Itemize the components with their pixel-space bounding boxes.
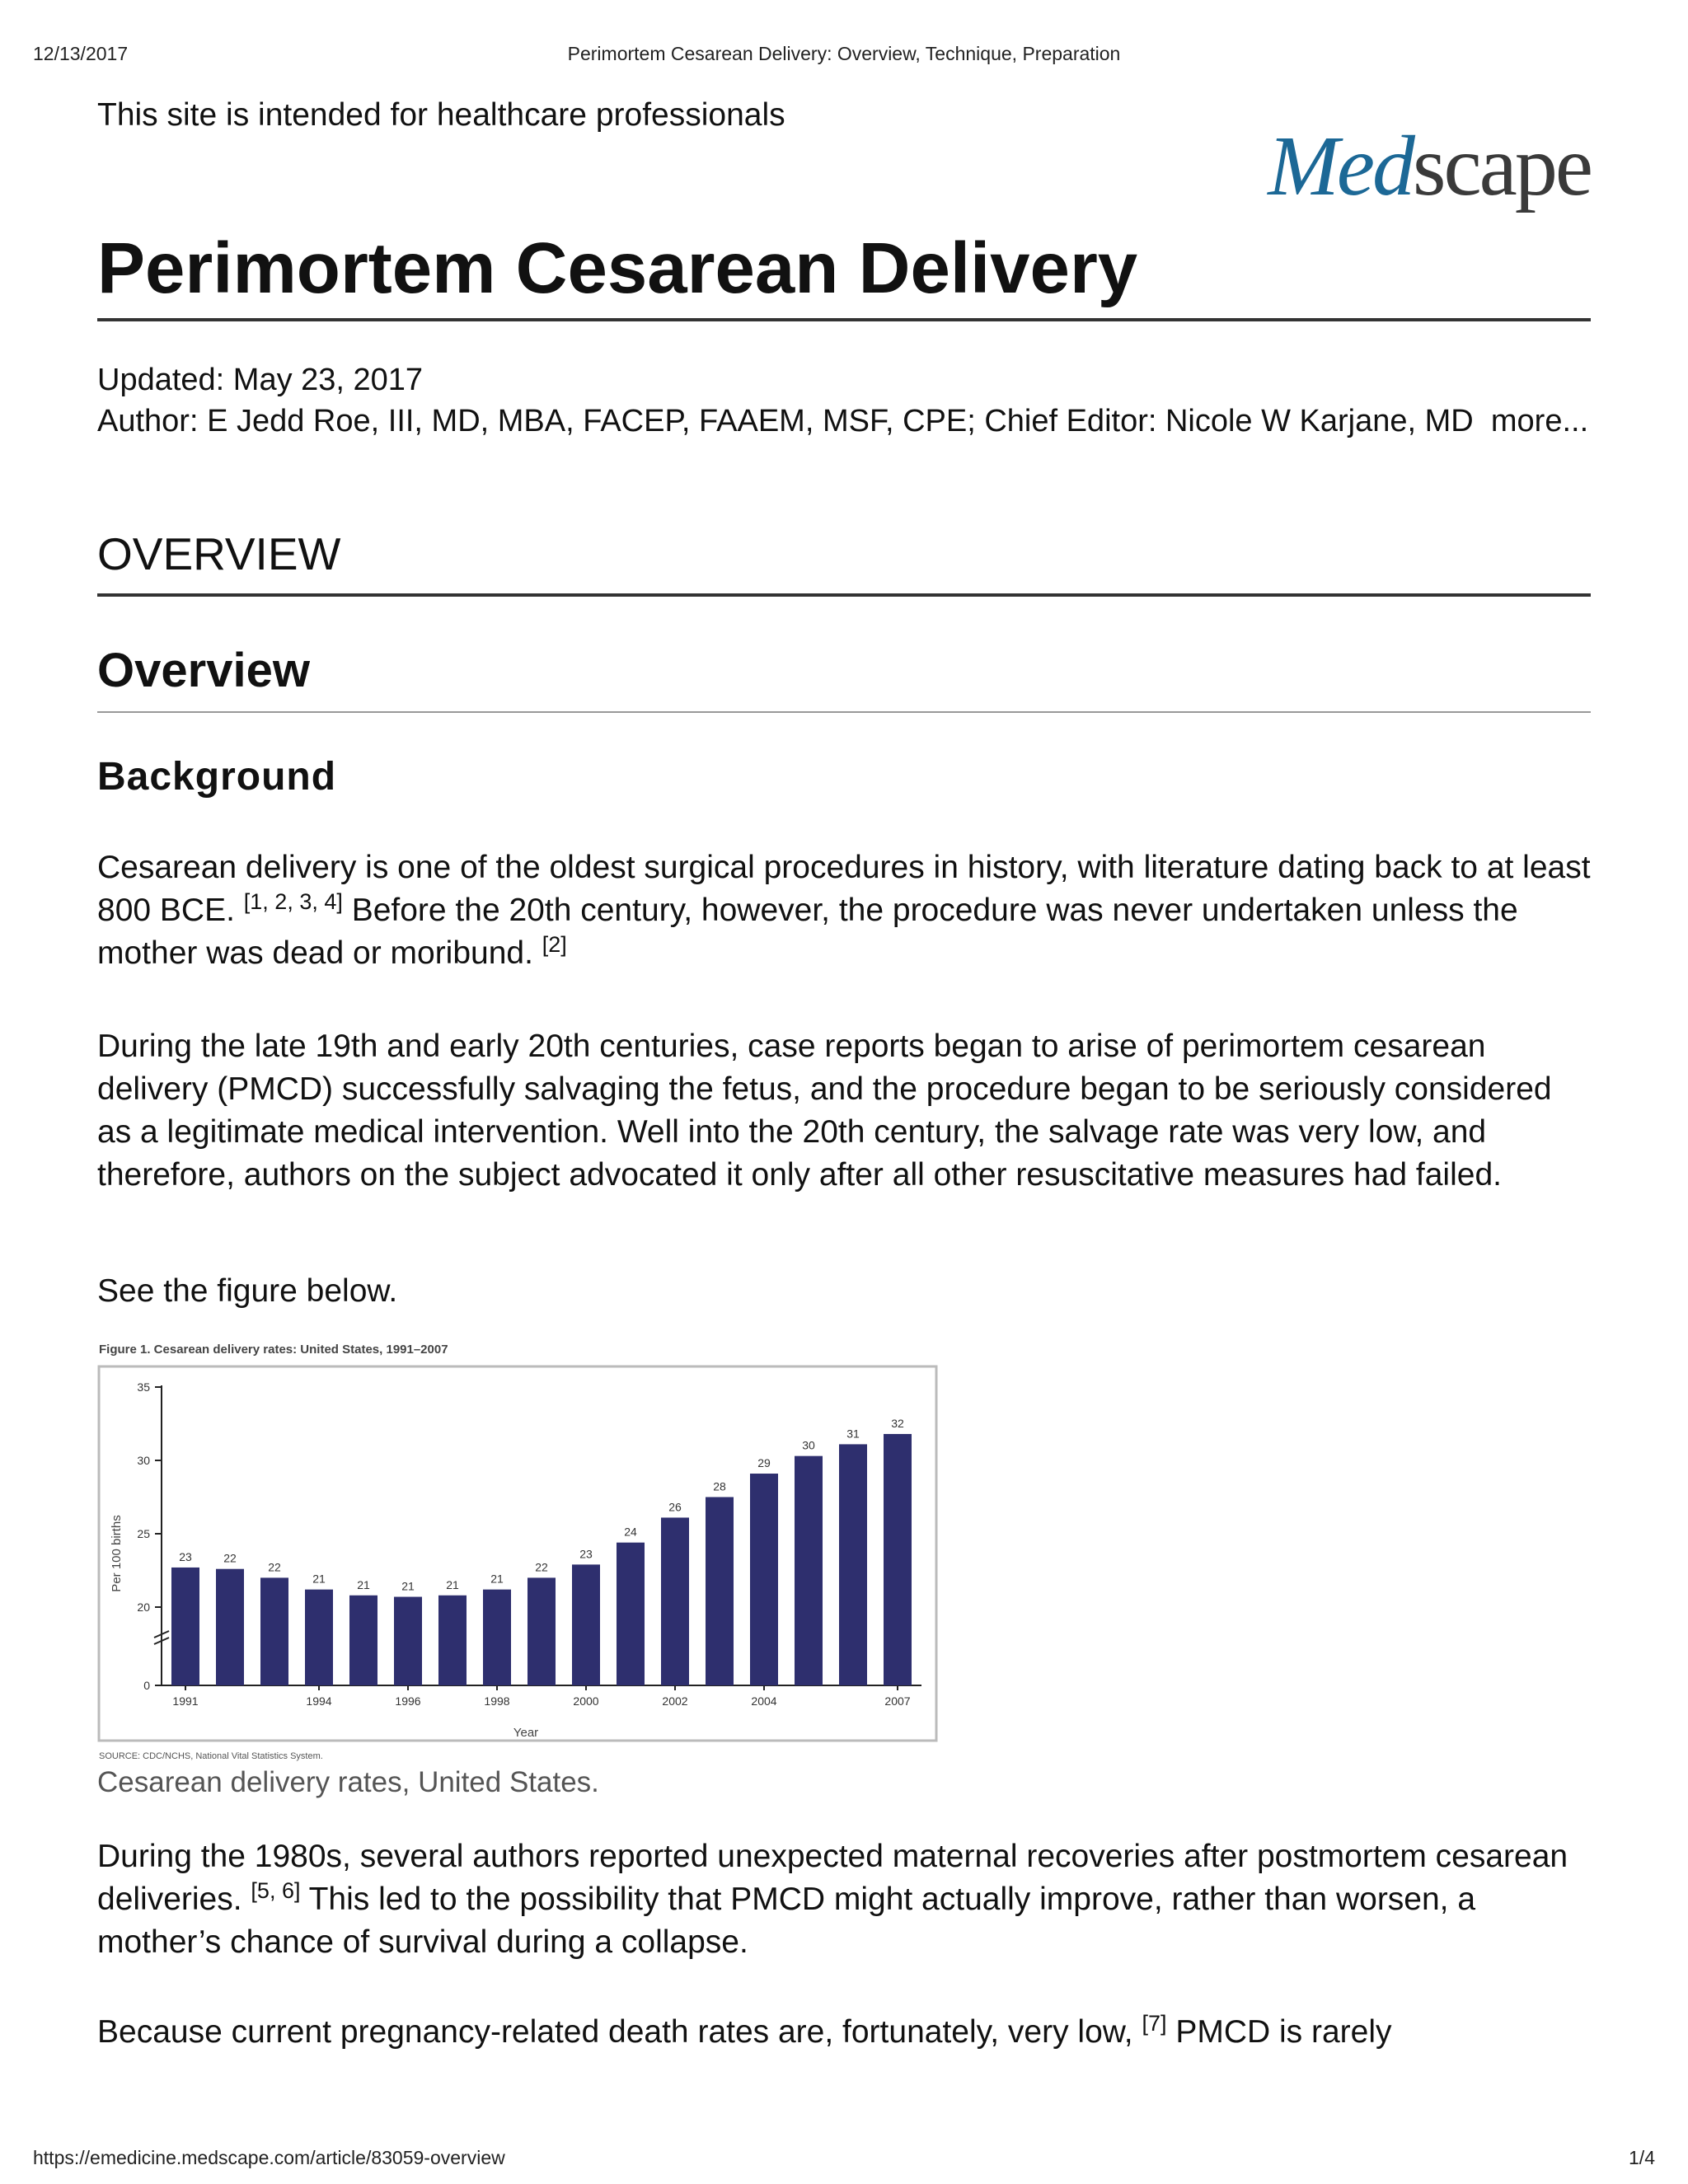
section-divider — [97, 593, 1591, 597]
chart-bar — [260, 1577, 288, 1685]
page-title: Perimortem Cesarean Delivery — [97, 228, 1138, 308]
section-label: OVERVIEW — [97, 528, 341, 579]
chart-bar — [305, 1590, 333, 1685]
p5-text-2: PMCD is rarely — [1166, 2014, 1392, 2050]
author-line — [97, 401, 1591, 442]
bar-value-label: 21 — [401, 1579, 415, 1593]
x-tick-label: 2004 — [751, 1694, 777, 1708]
paragraph-1 — [97, 846, 1591, 975]
chart-bar — [795, 1456, 823, 1685]
x-tick-label: 2000 — [573, 1694, 599, 1708]
page-number: 1/4 — [1629, 2147, 1655, 2168]
logo-scape-part: scape — [1413, 119, 1591, 213]
chart-bar — [394, 1597, 422, 1685]
bar-value-label: 21 — [357, 1577, 370, 1591]
print-url[interactable]: https://emedicine.medscape.com/article/83059-overview — [33, 2147, 505, 2168]
p1-text-1: Cesarean delivery is one of the oldest surgical procedures in history, with literature dating back to at least 800 BCE. — [97, 850, 1591, 928]
y-tick-label: 30 — [137, 1454, 150, 1467]
bar-value-label: 22 — [535, 1560, 548, 1574]
citation-ref[interactable]: [1, 2, 3, 4] — [243, 889, 343, 914]
professional-notice: This site is intended for healthcare professionals — [97, 97, 785, 133]
bar-value-label: 22 — [268, 1560, 281, 1574]
x-axis-label: Year — [513, 1726, 539, 1740]
chart-bar — [706, 1497, 734, 1686]
p1-text-2: Before the 20th century, however, the procedure was never undertaken unless the mother was dead or moribund. — [97, 893, 1518, 971]
overview-divider — [97, 711, 1591, 713]
heading-overview: Overview — [97, 644, 310, 697]
paragraph-4 — [97, 1835, 1591, 1964]
chart-bar — [216, 1569, 244, 1685]
heading-background: Background — [97, 755, 337, 799]
chart-bar — [483, 1590, 511, 1685]
logo-med-part: Med — [1268, 119, 1414, 213]
chart-bar — [438, 1596, 467, 1685]
cesarean-rate-figure[interactable] — [97, 1339, 938, 1768]
bar-value-label: 21 — [312, 1572, 326, 1586]
figure-caption: Cesarean delivery rates, United States. — [97, 1766, 599, 1798]
chart-source: SOURCE: CDC/NCHS, National Vital Statistics System. — [99, 1751, 323, 1761]
y-tick-label: 35 — [137, 1380, 150, 1394]
bar-value-label: 23 — [179, 1549, 192, 1563]
print-header — [33, 43, 1655, 69]
chart-bar — [171, 1568, 199, 1685]
chart-bar — [839, 1444, 867, 1685]
p5-text-1: Because current pregnancy-related death rates are, fortunately, very low, — [97, 2014, 1142, 2050]
bar-chart — [97, 1339, 938, 1768]
updated-date: Updated: May 23, 2017 — [97, 363, 424, 397]
bar-value-label: 26 — [668, 1500, 682, 1514]
chart-bar — [884, 1434, 912, 1685]
print-footer — [33, 2147, 1655, 2173]
y-tick-label: 25 — [137, 1527, 150, 1540]
x-tick-label: 2007 — [884, 1694, 911, 1708]
bar-value-label: 31 — [846, 1427, 860, 1441]
p4-text-2: This led to the possibility that PMCD might actually improve, rather than worsen, a mother’s chance of survival during a collapse. — [97, 1882, 1476, 1960]
bar-value-label: 32 — [891, 1416, 904, 1430]
bar-value-label: 23 — [579, 1547, 593, 1561]
bar-value-label: 24 — [624, 1525, 637, 1539]
paragraph-5 — [97, 2011, 1591, 2054]
paragraph-2: During the late 19th and early 20th centuries, case reports began to arise of perimortem cesarean delivery (PMCD) successfully salvaging the fetus, and the procedure began to be seriously considered as a legitimate medical intervention. Well into the 20th century, the salvage rate was very low, and therefore, authors on the subject advocated it only after all other resuscitative measures had failed. — [97, 1029, 1552, 1193]
x-tick-label: 1991 — [172, 1694, 199, 1708]
title-divider — [97, 318, 1591, 321]
paragraph-3: See the figure below. — [97, 1273, 398, 1309]
citation-ref[interactable]: [5, 6] — [251, 1878, 301, 1903]
p4-text-1: During the 1980s, several authors reported unexpected maternal recoveries after postmortem cesarean deliveries. — [97, 1839, 1568, 1917]
bar-value-label: 28 — [713, 1479, 726, 1493]
author-text: Author: E Jedd Roe, III, MD, MBA, FACEP, FAAEM, MSF, CPE; Chief Editor: Nicole W Karjane, MD — [97, 404, 1474, 438]
chart-bar — [750, 1474, 778, 1685]
bar-value-label: 30 — [802, 1438, 815, 1452]
y-axis-label: Per 100 births — [110, 1515, 124, 1592]
x-tick-label: 1994 — [306, 1694, 332, 1708]
print-doc-title: Perimortem Cesarean Delivery: Overview, Technique, Preparation — [567, 43, 1121, 64]
chart-bar — [528, 1577, 556, 1685]
bar-value-label: 22 — [223, 1551, 237, 1565]
x-tick-label: 2002 — [662, 1694, 688, 1708]
chart-bar — [617, 1543, 645, 1685]
citation-ref[interactable]: [7] — [1142, 2011, 1167, 2036]
bar-value-label: 21 — [490, 1572, 504, 1586]
y-tick-label: 0 — [143, 1679, 150, 1692]
chart-title: Figure 1. Cesarean delivery rates: United States, 1991–2007 — [99, 1343, 448, 1357]
article-meta — [97, 359, 1591, 442]
chart-bar — [349, 1596, 377, 1685]
chart-bar — [661, 1517, 689, 1685]
bar-value-label: 21 — [446, 1577, 459, 1591]
y-tick-label: 20 — [137, 1601, 150, 1614]
citation-ref[interactable]: [2] — [542, 932, 567, 957]
chart-bar — [572, 1564, 600, 1685]
more-link[interactable]: more... — [1490, 404, 1589, 438]
medscape-logo[interactable] — [1268, 119, 1591, 213]
x-tick-label: 1998 — [484, 1694, 510, 1708]
print-date: 12/13/2017 — [33, 43, 129, 64]
bar-value-label: 29 — [757, 1456, 771, 1470]
x-tick-label: 1996 — [395, 1694, 421, 1708]
